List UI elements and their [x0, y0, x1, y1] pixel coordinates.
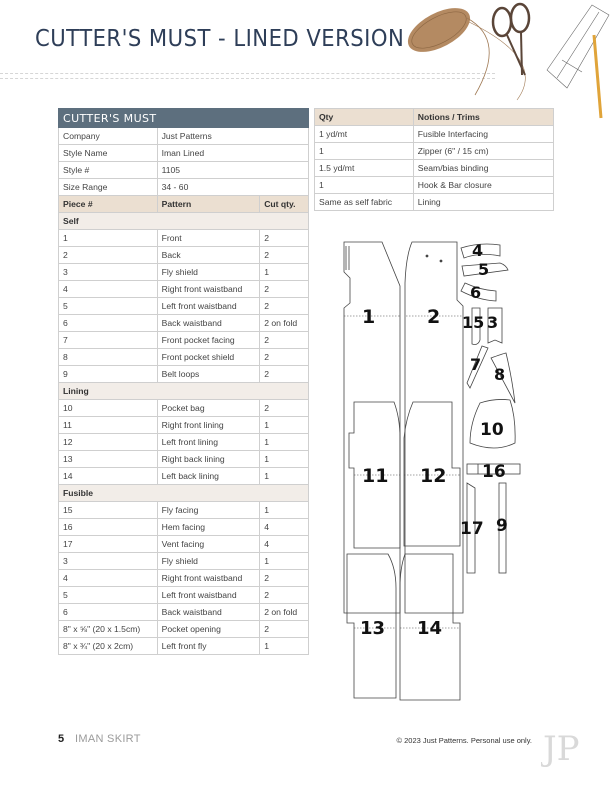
column-header-row — [315, 109, 554, 126]
pattern-sketch-icon — [547, 5, 609, 88]
table-title: CUTTER'S MUST — [59, 109, 309, 128]
pattern-name: Front — [157, 230, 260, 247]
table-row — [59, 587, 309, 604]
table-row — [59, 519, 309, 536]
pattern-piece-16 — [467, 462, 520, 482]
info-row — [59, 162, 309, 179]
cut-qty: 1 — [260, 451, 309, 468]
table-row — [59, 434, 309, 451]
notion-qty: Same as self fabric — [315, 194, 414, 211]
cutters-must-table — [58, 108, 309, 655]
piece-label-6: 6 — [470, 283, 482, 302]
pattern-piece-14 — [400, 554, 460, 700]
pattern-piece-10 — [470, 399, 515, 448]
piece-number: 13 — [59, 451, 158, 468]
pattern-piece-3 — [487, 308, 502, 343]
info-label: Company — [59, 128, 158, 145]
piece-number: 16 — [59, 519, 158, 536]
table-row — [315, 126, 554, 143]
pattern-name: Back — [157, 247, 260, 264]
notion-qty: 1 — [315, 177, 414, 194]
piece-label-17: 17 — [460, 519, 484, 539]
piece-number: 14 — [59, 468, 158, 485]
piece-number: 8" x ¾" (20 x 2cm) — [59, 638, 158, 655]
cut-qty: 1 — [260, 434, 309, 451]
notion-name: Zipper (6" / 15 cm) — [413, 143, 553, 160]
cut-qty: 1 — [260, 638, 309, 655]
page-number: 5 — [58, 733, 65, 745]
table-row — [59, 468, 309, 485]
column-header-row — [59, 196, 309, 213]
pattern-name: Right front waistband — [157, 281, 260, 298]
pattern-name: Right front lining — [157, 417, 260, 434]
cut-qty: 2 — [260, 332, 309, 349]
piece-number: 10 — [59, 400, 158, 417]
cut-qty: 2 — [260, 298, 309, 315]
piece-number: 4 — [59, 570, 158, 587]
section-row-fusible — [59, 485, 309, 502]
piece-number: 5 — [59, 298, 158, 315]
cut-qty: 2 — [260, 247, 309, 264]
pattern-name: Left front waistband — [157, 587, 260, 604]
cut-qty: 1 — [260, 264, 309, 281]
pattern-piece-11 — [349, 402, 400, 548]
table-row — [315, 160, 554, 177]
pattern-name: Back waistband — [157, 315, 260, 332]
page-title: CUTTER'S MUST - LINED VERSION — [35, 26, 405, 52]
notion-name: Lining — [413, 194, 553, 211]
copyright-notice: © 2023 Just Patterns. Personal use only. — [396, 736, 532, 745]
pattern-name: Belt loops — [157, 366, 260, 383]
section-title: Self — [59, 213, 309, 230]
table-row — [59, 264, 309, 281]
table-row — [59, 570, 309, 587]
pattern-piece-8 — [491, 353, 515, 403]
column-header: Cut qty. — [260, 196, 309, 213]
pattern-piece-12 — [404, 402, 460, 546]
piece-label-7: 7 — [470, 355, 482, 374]
info-label: Style # — [59, 162, 158, 179]
pattern-piece-15 — [462, 308, 484, 345]
table-row — [315, 194, 554, 211]
piece-label-11: 11 — [362, 465, 389, 487]
table-row — [59, 451, 309, 468]
piece-label-9: 9 — [496, 516, 508, 536]
piece-number: 5 — [59, 587, 158, 604]
cut-qty: 2 — [260, 230, 309, 247]
table-row — [59, 638, 309, 655]
piece-number: 17 — [59, 536, 158, 553]
info-value: 34 - 60 — [157, 179, 308, 196]
table-row — [59, 349, 309, 366]
cut-qty: 2 on fold — [260, 315, 309, 332]
table-row — [315, 143, 554, 160]
piece-label-5: 5 — [478, 260, 490, 279]
table-row — [59, 502, 309, 519]
pattern-name: Left back lining — [157, 468, 260, 485]
info-row — [59, 179, 309, 196]
cut-qty: 2 — [260, 349, 309, 366]
pattern-piece-17 — [460, 483, 484, 573]
piece-number: 4 — [59, 281, 158, 298]
notion-qty: 1 — [315, 143, 414, 160]
svg-text:JP: JP — [543, 729, 580, 768]
piece-label-4: 4 — [472, 241, 484, 260]
scissors-icon — [493, 4, 529, 75]
pattern-piece-13 — [347, 554, 396, 698]
info-value: Iman Lined — [157, 145, 308, 162]
sewing-tools-illustration — [397, 0, 612, 120]
table-row — [59, 417, 309, 434]
pattern-name: IMAN SKIRT — [75, 733, 141, 745]
jp-logo-icon — [541, 724, 581, 768]
cut-qty: 4 — [260, 519, 309, 536]
piece-number: 15 — [59, 502, 158, 519]
cut-qty: 1 — [260, 502, 309, 519]
piece-label-14: 14 — [417, 618, 443, 639]
pattern-name: Fly shield — [157, 264, 260, 281]
notions-trims-table — [314, 108, 554, 211]
info-row — [59, 145, 309, 162]
pattern-piece-4 — [461, 241, 500, 260]
cut-qty: 2 — [260, 587, 309, 604]
table-title-row — [59, 109, 309, 128]
column-header: Pattern — [157, 196, 260, 213]
pattern-name: Right front waistband — [157, 570, 260, 587]
pattern-name: Fly shield — [157, 553, 260, 570]
piece-number: 11 — [59, 417, 158, 434]
section-row-lining — [59, 383, 309, 400]
info-label: Style Name — [59, 145, 158, 162]
notion-name: Fusible Interfacing — [413, 126, 553, 143]
column-header: Notions / Trims — [413, 109, 553, 126]
piece-number: 8" x ⅝" (20 x 1.5cm) — [59, 621, 158, 638]
pattern-name: Vent facing — [157, 536, 260, 553]
cut-qty: 2 on fold — [260, 604, 309, 621]
column-header: Piece # — [59, 196, 158, 213]
table-row — [59, 536, 309, 553]
info-label: Size Range — [59, 179, 158, 196]
piece-label-1: 1 — [362, 306, 376, 328]
piece-label-8: 8 — [494, 365, 506, 384]
table-row — [59, 553, 309, 570]
pattern-name: Front pocket facing — [157, 332, 260, 349]
piece-number: 3 — [59, 264, 158, 281]
section-row-self — [59, 213, 309, 230]
table-row — [59, 621, 309, 638]
cut-qty: 4 — [260, 536, 309, 553]
pattern-name: Pocket bag — [157, 400, 260, 417]
cut-qty: 2 — [260, 570, 309, 587]
piece-label-3: 3 — [487, 313, 499, 332]
pattern-piece-6 — [461, 283, 496, 302]
table-row — [59, 230, 309, 247]
section-title: Fusible — [59, 485, 309, 502]
info-row — [59, 128, 309, 145]
piece-number: 6 — [59, 315, 158, 332]
table-row — [59, 366, 309, 383]
piece-number: 8 — [59, 349, 158, 366]
piece-label-12: 12 — [420, 465, 447, 487]
piece-label-2: 2 — [427, 306, 441, 328]
notion-qty: 1 yd/mt — [315, 126, 414, 143]
pattern-piece-2 — [405, 242, 463, 613]
table-row — [59, 604, 309, 621]
pattern-name: Pocket opening — [157, 621, 260, 638]
piece-number: 6 — [59, 604, 158, 621]
pattern-name: Left front waistband — [157, 298, 260, 315]
section-title: Lining — [59, 383, 309, 400]
pattern-name: Fly facing — [157, 502, 260, 519]
cut-qty: 2 — [260, 400, 309, 417]
table-row — [59, 332, 309, 349]
table-row — [59, 315, 309, 332]
notion-qty: 1.5 yd/mt — [315, 160, 414, 177]
cut-qty: 2 — [260, 281, 309, 298]
pattern-name: Left front fly — [157, 638, 260, 655]
pattern-name: Front pocket shield — [157, 349, 260, 366]
pencil-icon — [594, 35, 601, 118]
table-row — [315, 177, 554, 194]
info-value: 1105 — [157, 162, 308, 179]
info-value: Just Patterns — [157, 128, 308, 145]
table-row — [59, 247, 309, 264]
piece-number: 12 — [59, 434, 158, 451]
pattern-piece-5 — [462, 260, 508, 279]
piece-label-16: 16 — [482, 462, 506, 482]
piece-label-10: 10 — [480, 420, 504, 440]
piece-number: 1 — [59, 230, 158, 247]
piece-number: 2 — [59, 247, 158, 264]
cut-qty: 2 — [260, 621, 309, 638]
piece-number: 3 — [59, 553, 158, 570]
cut-qty: 2 — [260, 366, 309, 383]
pattern-name: Back waistband — [157, 604, 260, 621]
piece-number: 9 — [59, 366, 158, 383]
pattern-name: Hem facing — [157, 519, 260, 536]
pattern-piece-1 — [344, 242, 400, 613]
cut-qty: 1 — [260, 468, 309, 485]
cut-qty: 1 — [260, 417, 309, 434]
piece-number: 7 — [59, 332, 158, 349]
notion-name: Hook & Bar closure — [413, 177, 553, 194]
piece-label-15: 15 — [462, 313, 485, 332]
pattern-name: Right back lining — [157, 451, 260, 468]
pattern-name: Left front lining — [157, 434, 260, 451]
pattern-piece-7 — [467, 346, 488, 388]
table-row — [59, 400, 309, 417]
thread-spool-icon — [401, 0, 525, 100]
pattern-piece-9 — [496, 483, 508, 573]
column-header: Qty — [315, 109, 414, 126]
table-row — [59, 298, 309, 315]
piece-label-13: 13 — [360, 618, 386, 639]
table-row — [59, 281, 309, 298]
pattern-layout-diagram — [330, 228, 530, 708]
cut-qty: 1 — [260, 553, 309, 570]
notion-name: Seam/bias binding — [413, 160, 553, 177]
